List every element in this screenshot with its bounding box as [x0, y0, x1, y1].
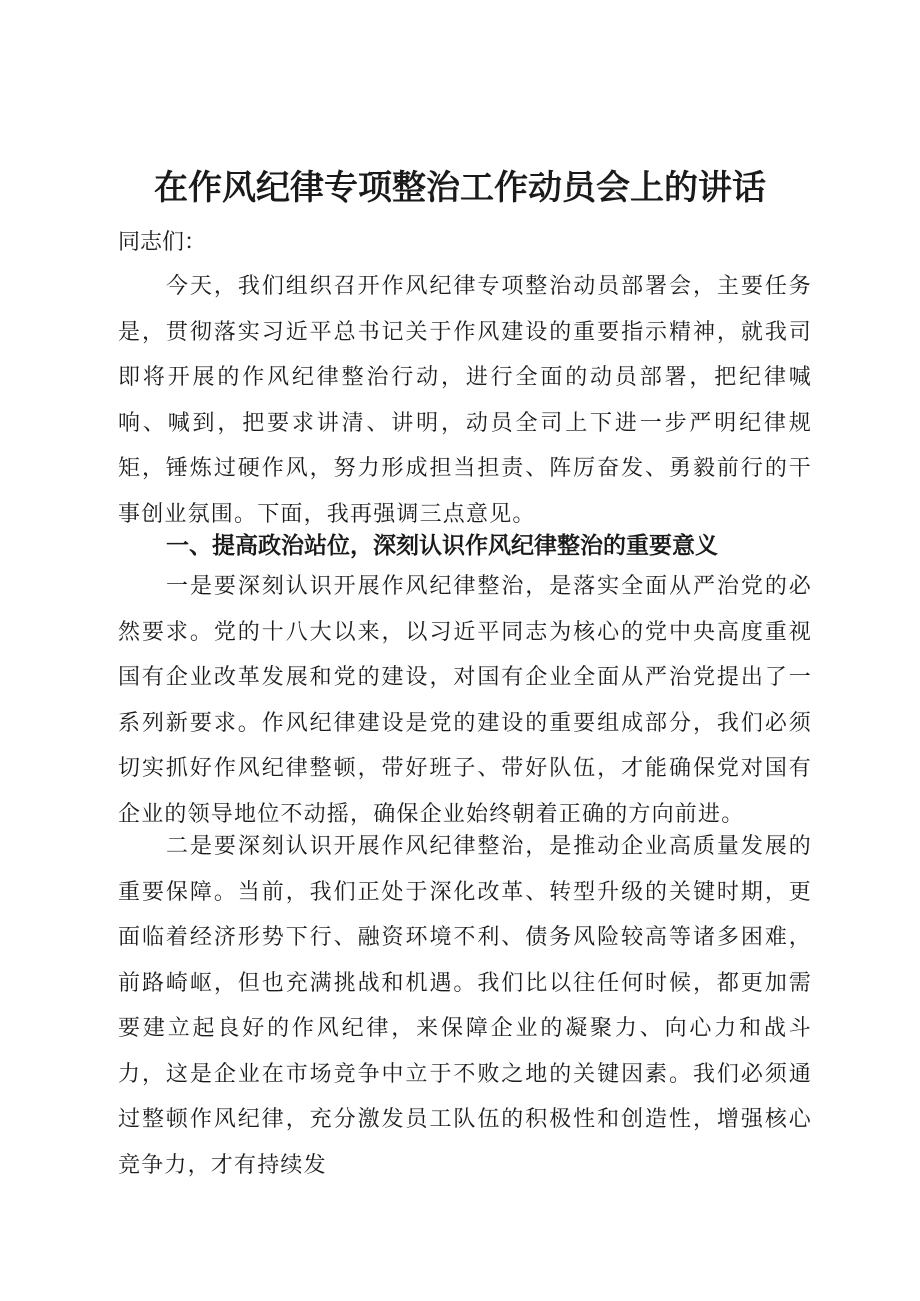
paragraph-point-two: 二是要深刻认识开展作风纪律整治，是推动企业高质量发展的重要保障。当前，我们正处于深化改革、转型升级的关键时期，更面临着经济形势下行、融资环境不利、债务风险较高等诸多困难，前路崎岖，但也充满挑战和机遇。我们比以往任何时候，都更加需要建立起良好的作风纪律，来保障企业的凝聚力、向心力和战斗力，这是企业在市场竞争中立于不败之地的关键因素。我们必须通过整顿作风纪律，充分激发员工队伍的积极性和创造性，增强核心竞争力，才有持续发	[118, 834, 812, 1178]
paragraph-intro: 今天，我们组织召开作风纪律专项整治动员部署会，主要任务是，贯彻落实习近平总书记关于作风建设的重要指示精神，就我司即将开展的作风纪律整治行动，进行全面的动员部署，把纪律喊响、喊到，把要求讲清、讲明，动员全司上下进一步严明纪律规矩，锤炼过硬作风，努力形成担当担责、阵厉奋发、勇毅前行的干事创业氛围。下面，我再强调三点意见。	[118, 274, 812, 527]
salutation: 同志们：	[118, 230, 207, 255]
paragraph-point-one: 一是要深刻认识开展作风纪律整治，是落实全面从严治党的必然要求。党的十八大以来，以习近平同志为核心的党中央高度重视国有企业改革发展和党的建设，对国有企业全面从严治党提出了一系列新要求。作风纪律建设是党的建设的重要组成部分，我们必须切实抓好作风纪律整顿，带好班子、带好队伍，才能确保党对国有企业的领导地位不动摇，确保企业始终朝着正确的方向前进。	[118, 574, 812, 827]
document-title: 在作风纪律专项整治工作动员会上的讲话	[154, 168, 766, 208]
section-heading: 一、提高政治站位，深刻认识作风纪律整治的重要意义	[166, 533, 718, 559]
